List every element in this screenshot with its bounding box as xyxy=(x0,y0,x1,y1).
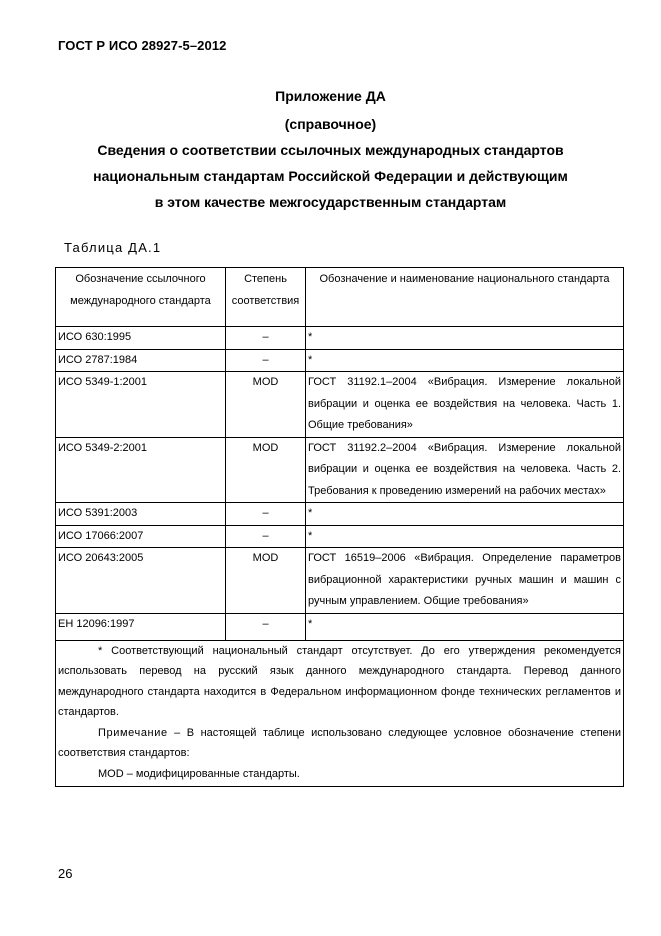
appendix-heading-line-2: национальным стандартам Российской Федерации и действующим xyxy=(93,168,568,184)
table-row xyxy=(56,525,624,548)
degree-cell: – xyxy=(226,613,306,640)
national-standard-cell: * xyxy=(306,327,624,350)
reference-standard-cell: ЕН 12096:1997 xyxy=(56,613,226,640)
mod-definition: MOD – модифицированные стандарты. xyxy=(98,767,300,780)
reference-standard-cell: ИСО 5391:2003 xyxy=(56,503,226,526)
note-text: – В настоящей таблице использовано следующее условное обозначение степени соответствия стандартов: xyxy=(58,726,621,759)
column-header-national: Обозначение и наименование национального стандарта xyxy=(306,268,624,327)
degree-cell: – xyxy=(226,349,306,372)
degree-cell: – xyxy=(226,525,306,548)
reference-standard-cell: ИСО 2787:1984 xyxy=(56,349,226,372)
appendix-title: Приложение ДА xyxy=(275,88,386,104)
table-row xyxy=(56,437,624,503)
degree-cell: MOD xyxy=(226,437,306,503)
table-footer-row xyxy=(56,640,624,787)
table-row xyxy=(56,349,624,372)
table-row xyxy=(56,613,624,640)
table-header-row xyxy=(56,268,624,327)
national-standard-cell: * xyxy=(306,613,624,640)
note-label: Примечание xyxy=(98,726,168,739)
footnote-text: * Соответствующий национальный стандарт отсутствует. До его утверждения рекомендуется использовать перевод на русский язык данного международного стандарта. Перевод данного международного стандарта находится в Федеральном информационном фонде технических регламентов и стандартов. xyxy=(58,644,621,718)
table-row xyxy=(56,327,624,350)
column-header-degree: Степень соответствия xyxy=(226,268,306,327)
table-footer-cell xyxy=(56,640,624,787)
national-standard-cell: * xyxy=(306,525,624,548)
column-header-reference: Обозначение ссылочного международного стандарта xyxy=(56,268,226,327)
reference-standard-cell: ИСО 630:1995 xyxy=(56,327,226,350)
degree-cell: MOD xyxy=(226,372,306,438)
appendix-subtitle: (справочное) xyxy=(284,116,377,132)
reference-standard-cell: ИСО 5349-1:2001 xyxy=(56,372,226,438)
national-standard-cell: ГОСТ 16519–2006 «Вибрация. Определение параметров вибрационной характеристики ручных машин и машин с ручным управлением. Общие требования» xyxy=(306,548,624,614)
degree-cell: – xyxy=(226,327,306,350)
national-standard-cell: * xyxy=(306,349,624,372)
appendix-heading-line-3: в этом качестве межгосударственным стандартам xyxy=(154,194,507,210)
table-caption: Таблица ДА.1 xyxy=(64,240,162,255)
page-number: 26 xyxy=(58,866,73,881)
reference-standard-cell: ИСО 17066:2007 xyxy=(56,525,226,548)
reference-standard-cell: ИСО 5349-2:2001 xyxy=(56,437,226,503)
table-row xyxy=(56,548,624,614)
table-note xyxy=(58,723,621,764)
appendix-heading-line-1: Сведения о соответствии ссылочных международных стандартов xyxy=(97,142,564,158)
national-standard-cell: ГОСТ 31192.1–2004 «Вибрация. Измерение локальной вибрации и оценка ее воздействия на человека. Часть 1. Общие требования» xyxy=(306,372,624,438)
degree-cell: MOD xyxy=(226,548,306,614)
document-code: ГОСТ Р ИСО 28927-5–2012 xyxy=(58,38,227,53)
table-row xyxy=(56,503,624,526)
reference-standard-cell: ИСО 20643:2005 xyxy=(56,548,226,614)
national-standard-cell: * xyxy=(306,503,624,526)
correspondence-table xyxy=(55,267,624,787)
degree-cell: – xyxy=(226,503,306,526)
table-row xyxy=(56,372,624,438)
national-standard-cell: ГОСТ 31192.2–2004 «Вибрация. Измерение локальной вибрации и оценка ее воздействия на человека. Часть 2. Требования к проведению измерений на рабочих местах» xyxy=(306,437,624,503)
